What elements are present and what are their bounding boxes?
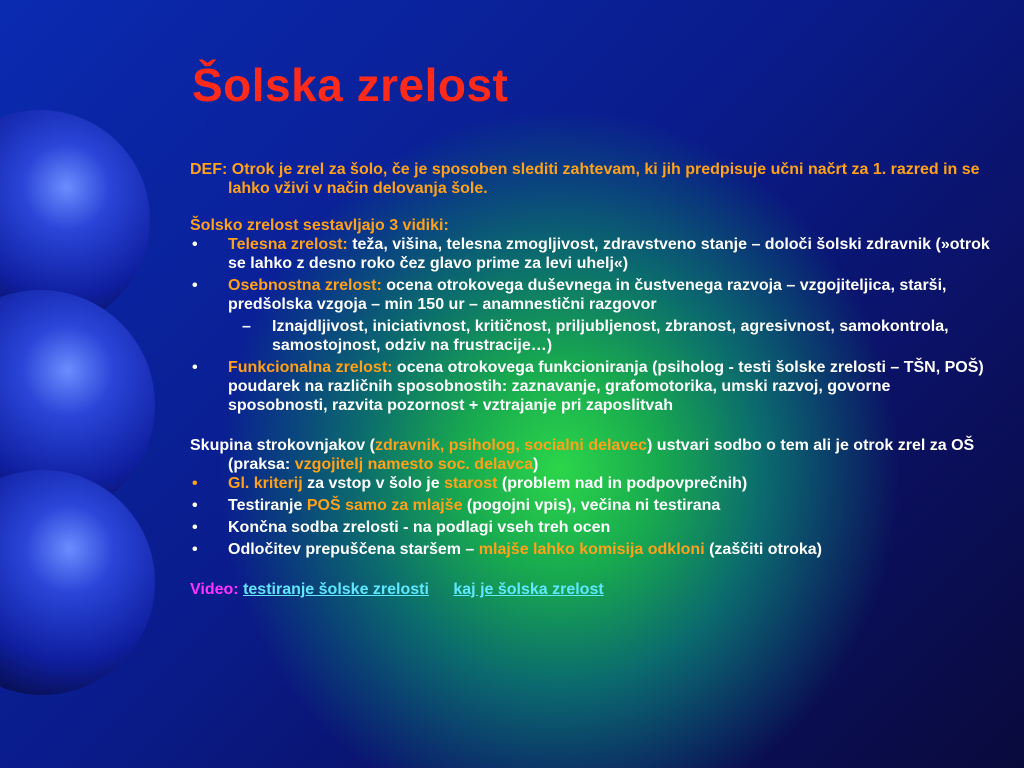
slide-body [190, 160, 990, 599]
list-item [190, 358, 990, 415]
expert-group: Skupina strokovnjakov (zdravnik, psiholog, socialni delavec) ustvari sodbo o tem ali je otrok zrel za OŠ (praksa: vzgojitelj namesto soc. delavca) [190, 437, 975, 473]
aspect-label: Telesna zrelost: [228, 236, 348, 253]
aspect-label: Osebnostna zrelost: [228, 277, 382, 294]
video-link-readiness[interactable]: kaj je šolska zrelost [453, 581, 604, 598]
list-item: • Testiranje POŠ samo za mlajše (pogojni vpis), večina ni testirana [192, 497, 721, 514]
bullet: • [192, 475, 198, 492]
list-item [190, 235, 990, 273]
video-row [190, 580, 990, 599]
bullet: • [192, 541, 198, 558]
list-item [190, 276, 990, 314]
bullet: • [192, 497, 198, 514]
decorative-sphere-bottom [0, 470, 155, 695]
video-label: Video: [190, 581, 239, 598]
sub-item-text: Iznajdljivost, iniciativnost, kritičnost, priljubljenost, zbranost, agresivnost, samokontrola, samostojnost, odziv na frustracije…) [272, 318, 949, 354]
list-item: • Gl. kriterij za vstop v šolo je starost (problem nad in podpovprečnih) [192, 475, 748, 492]
bullet: • [192, 277, 198, 294]
video-link-testing[interactable]: testiranje šolske zrelosti [243, 581, 429, 598]
aspect-text: ocena otrokovega duševnega in čustvenega razvoja – vzgojiteljica, starši, predšolska vzgoja – min 150 ur – anamnestični razgovor [228, 277, 947, 313]
definition: DEF: Otrok je zrel za šolo, če je sposoben slediti zahtevam, ki jih predpisuje učni načrt za 1. razred in se lahko vživi v način delovanja šole. [190, 161, 980, 197]
aspects-heading: Šolsko zrelost sestavljajo 3 vidiki: [190, 217, 449, 234]
aspect-text: teža, višina, telesna zmogljivost, zdravstveno stanje – določi šolski zdravnik (»otrok se lahko z desno roko čez glavo prime za levi uhelj«) [228, 236, 990, 272]
sub-list-item [190, 317, 990, 355]
dash-marker: – [242, 318, 251, 335]
list-item: • Odločitev prepuščena staršem – mlajše lahko komisija odkloni (zaščiti otroka) [192, 541, 822, 558]
aspect-text: ocena otrokovega funkcioniranja (psiholog - testi šolske zrelosti – TŠN, POŠ) poudarek na različnih sposobnostih: zaznavanje, grafomotorika, umski razvoj, govorne sposobnosti, razvita pozornost + vztrajanje pri zaposlitvah [228, 359, 984, 414]
aspect-label: Funkcionalna zrelost: [228, 359, 393, 376]
slide-title: Šolska zrelost [192, 59, 509, 111]
bullet: • [192, 359, 198, 376]
bullet: • [192, 519, 198, 536]
bullet: • [192, 236, 198, 253]
list-item: • Končna sodba zrelosti - na podlagi vseh treh ocen [192, 519, 611, 536]
